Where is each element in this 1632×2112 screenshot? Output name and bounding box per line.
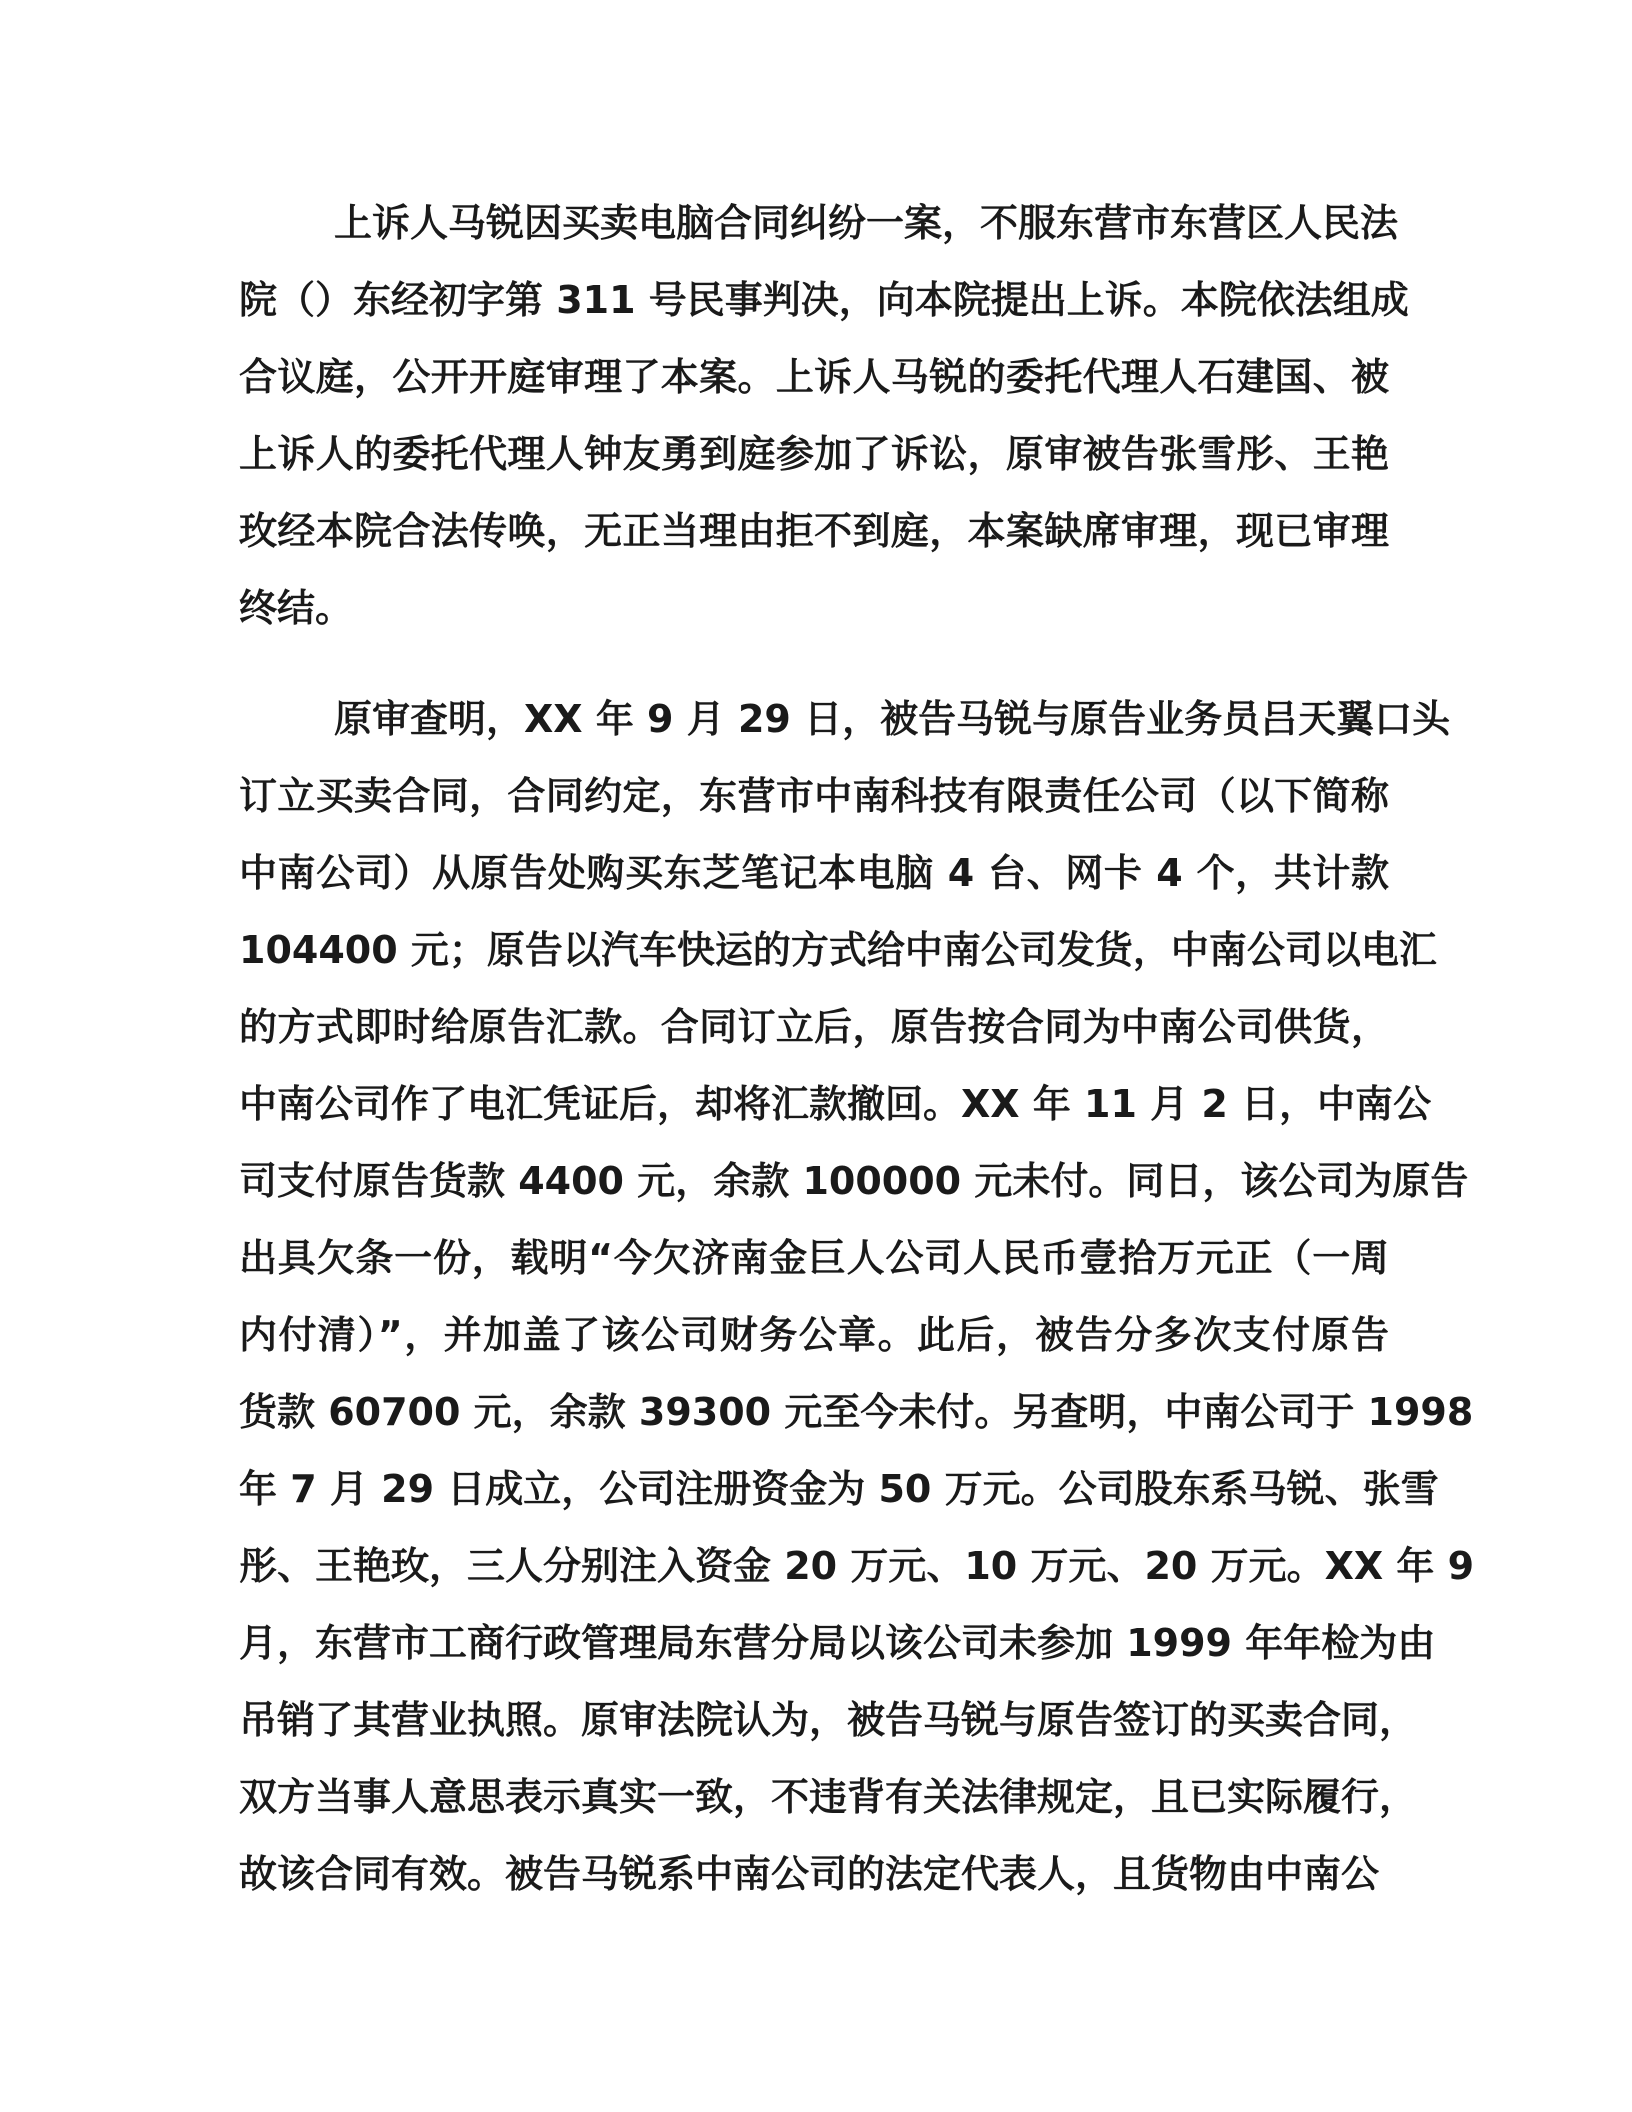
text-line: 双方当事人意思表示真实一致，不违背有关法律规定，且已实际履行， <box>239 1775 1418 1819</box>
paragraph-2 <box>239 681 1475 1913</box>
text-line: 终结。 <box>239 586 354 630</box>
text-line: 司支付原告货款 4400 元，余款 100000 元未付。同日，该公司为原告 <box>239 1159 1469 1203</box>
text-line: 院（）东经初字第 311 号民事判决，向本院提出上诉。本院依法组成 <box>239 278 1409 322</box>
text-line: 104400 元；原告以汽车快运的方式给中南公司发货，中南公司以电汇 <box>239 928 1437 972</box>
text-line: 内付清）”，并加盖了该公司财务公章。此后，被告分多次支付原告 <box>239 1313 1389 1357</box>
text-line: 中南公司作了电汇凭证后，却将汇款撤回。XX 年 11 月 2 日，中南公 <box>239 1082 1432 1126</box>
text-line: 上诉人的委托代理人钟友勇到庭参加了诉讼，原审被告张雪彤、王艳 <box>239 432 1389 476</box>
text-line: 原审查明，XX 年 9 月 29 日，被告马锐与原告业务员吕天翼口头 <box>334 697 1451 741</box>
text-line: 玫经本院合法传唤，无正当理由拒不到庭，本案缺席审理，现已审理 <box>239 509 1389 553</box>
text-line: 吊销了其营业执照。原审法院认为，被告马锐与原告签订的买卖合同， <box>239 1698 1418 1742</box>
text-line: 上诉人马锐因买卖电脑合同纠纷一案，不服东营市东营区人民法 <box>334 201 1399 245</box>
text-line: 合议庭，公开开庭审理了本案。上诉人马锐的委托代理人石建国、被 <box>239 355 1389 399</box>
text-line: 订立买卖合同，合同约定，东营市中南科技有限责任公司（以下简称 <box>239 774 1389 818</box>
text-line: 中南公司）从原告处购买东芝笔记本电脑 4 台、网卡 4 个，共计款 <box>239 851 1389 895</box>
text-line: 故该合同有效。被告马锐系中南公司的法定代表人，且货物由中南公 <box>239 1852 1380 1896</box>
text-line: 月，东营市工商行政管理局东营分局以该公司未参加 1999 年年检为由 <box>239 1621 1436 1665</box>
text-line: 出具欠条一份，载明“今欠济南金巨人公司人民币壹拾万元正（一周 <box>239 1236 1389 1280</box>
text-line: 的方式即时给原告汇款。合同订立后，原告按合同为中南公司供货， <box>239 1005 1389 1049</box>
text-line: 彤、王艳玫，三人分别注入资金 20 万元、10 万元、20 万元。XX 年 9 <box>239 1544 1475 1588</box>
text-line: 货款 60700 元，余款 39300 元至今未付。另查明，中南公司于 1998 <box>239 1390 1474 1434</box>
text-line: 年 7 月 29 日成立，公司注册资金为 50 万元。公司股东系马锐、张雪 <box>239 1467 1439 1511</box>
document-body <box>239 185 1475 1913</box>
paragraph-1 <box>239 185 1409 647</box>
